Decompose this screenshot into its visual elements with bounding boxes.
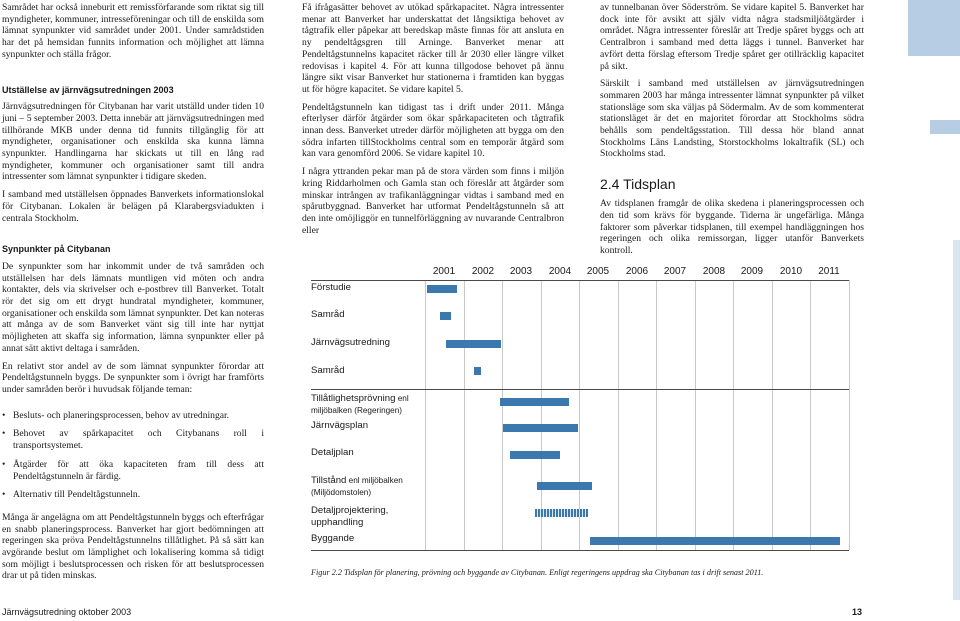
paragraph: Pendeltågstunneln kan tidigast tas i drift under 2011. Många efterlyser därför åtgärder som ökar spårkapaciteten och tågtrafik innan dess. Banverket utreder därför möjligheten att bygga om den södra infarten tillStockholms central som en temporär åtgärd som kan vara genomförd 2006. Se vidare kapitel 10.	[302, 101, 564, 160]
grid-line	[618, 280, 619, 550]
right-column	[600, 2, 864, 263]
year-label: 2005	[586, 266, 610, 277]
year-label: 2007	[663, 266, 687, 277]
section-heading: Synpunkter på Citybanan	[2, 244, 111, 255]
grid-line	[849, 280, 850, 550]
year-label: 2008	[702, 266, 726, 277]
row-label: Detaljprojektering, upphandling	[311, 505, 389, 528]
paragraph: Få ifrågasätter behovet av utökad spårkapacitet. Några intressenter menar att Banverket har underskattat det långsiktiga behovet av tågtrafik eller påpekar att beredskap måste finnas för att ansluta en ny pendeltågsgren till Arninge. Banverket menar att Pendeltågstunnelns kapacitet räcker till år 2030 eller längre vilket redovisas i kapitel 4. För att kunna tillgodose behovet på ännu längre sikt visar Banverket hur stationerna i framtiden kan byggas ut för högre kapacitet. Se vidare kapitel 5.	[302, 2, 564, 95]
bar-jarnvagsutredning	[446, 340, 501, 348]
bar-jarnvagsplan	[503, 424, 578, 432]
year-label: 2006	[625, 266, 649, 277]
grid-line	[810, 280, 811, 550]
row-label: Förstudie	[311, 282, 351, 293]
year-label: 2001	[432, 266, 456, 277]
list-item: • Åtgärder för att öka kapaciteten fram till dess att Pendeltågstunneln är färdig.	[2, 458, 264, 482]
year-label: 2009	[740, 266, 764, 277]
paragraph: En relativt stor andel av de som lämnat synpunkter förordar att Pendeltågstunneln byggs. De synpunkter som i övrigt har framförts under samråden berör i huvudsak följande teman:	[2, 360, 264, 395]
paragraph: Järnvägsutredningen för Citybanan har varit utställd under tiden 10 juni – 5 september 2003. Detta innebär att järnvägsutredningen med tillhörande MKB under denna tid funnits tillgänglig för att myndigheter, organisationer och enskilda ska kunna lämna synpunkter. Handlingarna har skickats ut till en lång rad myndigheter, kommuner och organisationer samt till andra intressenter som lämnat synpunkter i tidigare skeden.	[2, 101, 264, 183]
row-label: Samråd	[311, 365, 345, 376]
bar-forstudie	[427, 285, 457, 293]
bar-tillstand	[537, 482, 592, 490]
bullet-icon: •	[2, 458, 6, 470]
bullet-list	[2, 410, 264, 501]
paragraph: I samband med utställelsen öppnades Banverkets informationslokal för Citybanan. Lokalen är belägen på Klarabergsviadukten i centrala Stockholm.	[2, 189, 264, 224]
bar-samrad-2	[474, 367, 481, 375]
side-tab	[908, 0, 960, 56]
paragraph: Många är angelägna om att Pendeltågstunneln byggs och efterfrågar en snabb planeringsprocess. Banverket har gjort bedömningen att regeringen ska pröva Pendeltågstunnelns tillåtlighet. På så sätt kan avgörande beslut om lämplighet och lokalisering komma så tidigt som möjligt i beslutsprocessen och risken för att beslutsprocessen drar ut på tiden minskas.	[2, 511, 264, 582]
section-heading: Utställelse av järnvägsutredningen 2003	[2, 84, 174, 95]
grid-line	[733, 280, 734, 550]
row-label: Samråd	[311, 309, 345, 320]
row-separator	[311, 389, 849, 390]
bar-samrad-1	[440, 312, 451, 320]
paragraph: Av tidsplanen framgår de olika skedena i planeringsprocessen och den tid som krävs för byggande. Tiderna är ungefärliga. Många faktorer som påverkar tidsplanen, till exempel handläggningen hos regeringen och olika remissorgan, ligger utanför Banverkets kontroll.	[600, 198, 864, 256]
bar-byggande	[590, 537, 840, 545]
footer-title: Järnvägsutredning oktober 2003	[2, 607, 132, 617]
bullet-icon: •	[2, 409, 6, 421]
row-label: Tillåtlighetsprövning enl miljöbalken (Regeringen)	[311, 393, 409, 415]
page-number: 13	[852, 607, 863, 617]
year-label: 2004	[548, 266, 572, 277]
row-label: Järnvägsutredning	[311, 337, 390, 348]
row-separator	[311, 550, 849, 551]
left-column	[2, 2, 264, 588]
middle-column	[302, 2, 564, 242]
paragraph: av tunnelbanan över Söderström. Se vidare kapitel 5. Banverket har dock inte för avsikt att själv vidta några stadsmiljöåtgärder i området. Några intressenter föreslår att Tredje spåret byggs och att Centralbron i samband med detta läggs i tunnel. Banverket har avfört detta förslag eftersom Tredje spåret ger otillräcklig kapacitet på sikt.	[600, 2, 864, 72]
row-separator	[311, 280, 849, 281]
grid-line	[656, 280, 657, 550]
side-strip	[953, 240, 960, 600]
grid-line	[464, 280, 465, 550]
row-label: Byggande	[311, 533, 355, 544]
bar-tillatlighetsprovning	[500, 398, 569, 406]
paragraph: De synpunkter som har inkommit under de två samråden och utställelsen har dels lämnats muntligen vid möten och andra kontakter, dels via skrivelser och e-postbrev till Banverket. Totalt rör det sig om ett drygt hundratal myndigheter, kommuner, organisationer och enskilda som lämnat synpunkter. Det kan noteras att många av de som Banverket vänt sig till inte har nyttjat möjligheten att skaffa sig information, lämna synpunkter eller på annat sätt aktivt deltaga i samråden.	[2, 260, 264, 354]
bar-detaljplan	[510, 451, 560, 459]
figure-caption: Figur 2.2 Tidsplan för planering, prövning och byggande av Citybanan. Enligt regeringens uppdrag ska Citybanan tas i drift senast 2011.	[311, 568, 764, 577]
row-label: Järnvägsplan	[311, 420, 369, 431]
paragraph: I några yttranden pekar man på de stora värden som finns i miljön kring Riddarholmen och Gamla stan och föreslår att åtgärder som minskar intrången av trafikanläggningar vidtas i samband med en spårutbyggnad. Banverket har utformat Pendeltågstunneln så att den inte omöjliggör en tunnelförläggning av nuvarande Centralbron eller	[302, 166, 564, 236]
section-heading: 2.4 Tidsplan	[600, 176, 676, 193]
year-label: 2011	[818, 266, 840, 277]
year-label: 2003	[509, 266, 533, 277]
bullet-icon: •	[2, 428, 6, 440]
grid-line	[502, 280, 503, 550]
list-item: • Alternativ till Pendeltågstunneln.	[2, 489, 141, 501]
year-label: 2010	[779, 266, 803, 277]
grid-line	[695, 280, 696, 550]
year-label: 2002	[471, 266, 495, 277]
row-label: Tillstånd enl miljöbalken (Miljödomstolen)	[311, 475, 403, 497]
list-item: • Behovet av spårkapacitet och Citybanans roll i transportsystemet.	[2, 428, 264, 452]
bullet-icon: •	[2, 489, 6, 501]
grid-line	[772, 280, 773, 550]
paragraph: Särskilt i samband med utställelsen av järnvägsutredningen sommaren 2003 har många intressenter lämnat synpunkter på vilket stationsläge som ska väljas på Södermalm. Av de som kommenterat stationsläget är det en majoritet förordar att Stockholms södra behålls som pendeltågsstation. Till dessa hör bland annat Stockholms Läns Landsting, Storstockholms lokaltrafik (SL) och Stockholms stad.	[600, 78, 864, 160]
list-item: • Besluts- och planeringsprocessen, behov av utredningar.	[2, 409, 230, 421]
bar-detaljprojektering	[535, 509, 588, 517]
row-label: Detaljplan	[311, 447, 354, 458]
side-tab	[930, 120, 960, 134]
paragraph: Samrådet har också inneburit ett remissförfarande som riktat sig till myndigheter, kommuner, intresseföreningar och till de enskilda som lämnat synpunkter vid samrådet under 2001. Under samrådstiden har det på hemsidan funnits information och möjlighet att lämna synpunkter och ställa frågor.	[2, 2, 264, 60]
